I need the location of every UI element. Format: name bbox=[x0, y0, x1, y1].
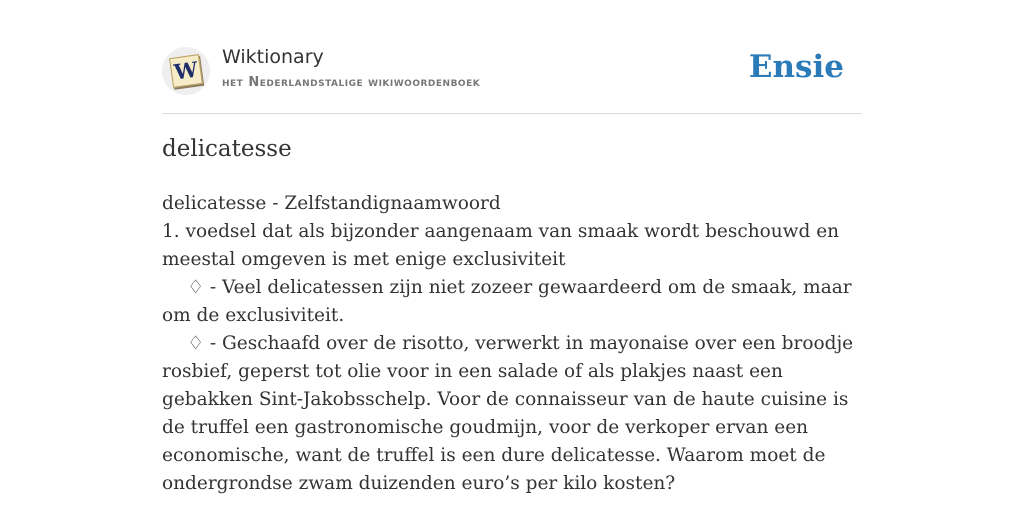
wiktionary-logo-icon: W bbox=[169, 54, 203, 88]
example-2 bbox=[162, 330, 862, 498]
example-1 bbox=[162, 274, 862, 330]
example-text: - Veel delicatessen zijn niet zozeer gewaardeerd om de smaak, maar om de exclusiviteit. bbox=[162, 277, 852, 326]
ensie-logo[interactable]: Ensie bbox=[748, 49, 844, 85]
entry-content bbox=[162, 190, 862, 498]
header bbox=[162, 0, 862, 114]
diamond-icon: ♢ bbox=[187, 333, 204, 354]
wiktionary-logo[interactable] bbox=[162, 47, 210, 95]
page bbox=[162, 0, 862, 494]
entry-definition: 1. voedsel dat als bijzonder aangenaam van smaak wordt beschouwd en meestal omgeven is met enige exclusiviteit bbox=[162, 221, 840, 270]
page-title: delicatesse bbox=[162, 136, 292, 162]
site-title[interactable]: Wiktionary bbox=[222, 46, 324, 68]
entry-heading: delicatesse - Zelfstandignaamwoord bbox=[162, 193, 501, 214]
site-subtitle: het Nederlandstalige wikiwoordenboek bbox=[222, 75, 481, 90]
diamond-icon: ♢ bbox=[187, 277, 204, 298]
example-text: - Geschaafd over de risotto, verwerkt in mayonaise over een broodje rosbief, geperst tot olie voor in een salade of als plakjes naast een gebakken Sint-Jakobsschelp. Voor de connaisseur van de haute cuisine is de truffel een gastronomische goudmijn, voor de verkoper ervan een economische, want de truffel is een dure delicatesse. Waarom moet de ondergrondse zwam duizenden euro’s per kilo kosten? bbox=[162, 333, 854, 494]
